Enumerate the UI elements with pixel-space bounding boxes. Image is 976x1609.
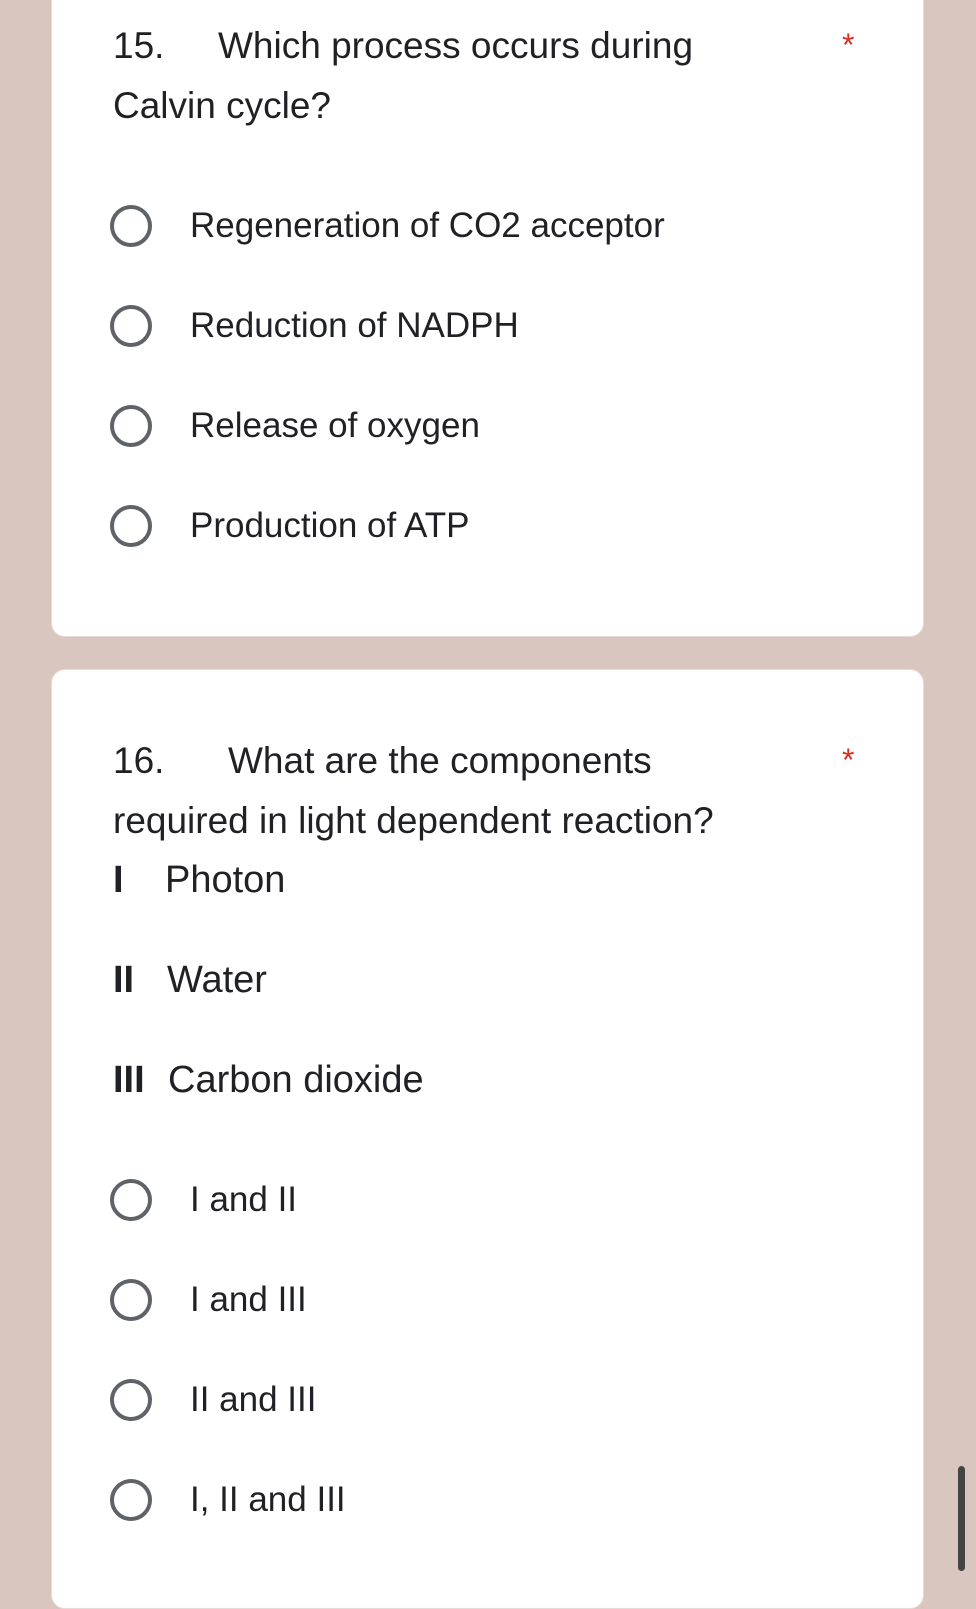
option-label: I, II and III xyxy=(190,1480,346,1519)
option-label: Release of oxygen xyxy=(190,406,480,445)
statement-text: Carbon dioxide xyxy=(168,1059,424,1101)
statement-water xyxy=(113,958,267,1002)
option-regeneration-co2-acceptor[interactable] xyxy=(110,199,870,253)
option-label: I and II xyxy=(190,1180,298,1219)
required-asterisk: * xyxy=(842,27,855,63)
option-label: I and III xyxy=(190,1280,307,1319)
option-reduction-nadph[interactable] xyxy=(110,299,870,353)
question-title-line2: required in light dependent reaction? xyxy=(113,800,714,841)
scrollbar-thumb[interactable] xyxy=(958,1466,965,1571)
question-number: 16. xyxy=(113,740,165,781)
option-label: Reduction of NADPH xyxy=(190,306,519,345)
required-asterisk: * xyxy=(842,742,855,778)
statement-numeral: III xyxy=(113,1059,145,1101)
statement-text: Water xyxy=(167,959,267,1001)
statement-text: Photon xyxy=(165,859,286,901)
radio-unchecked-icon[interactable] xyxy=(110,305,152,347)
option-label: II and III xyxy=(190,1380,317,1419)
question-card-15 xyxy=(51,0,924,637)
statement-numeral: I xyxy=(113,859,124,901)
question-title-line1: What are the components xyxy=(228,740,652,781)
radio-unchecked-icon[interactable] xyxy=(110,1279,152,1321)
question-title-line1: Which process occurs during xyxy=(218,25,694,66)
radio-unchecked-icon[interactable] xyxy=(110,1179,152,1221)
option-i-and-ii[interactable] xyxy=(110,1173,870,1227)
radio-unchecked-icon[interactable] xyxy=(110,1479,152,1521)
option-label: Production of ATP xyxy=(190,506,470,545)
option-i-and-iii[interactable] xyxy=(110,1273,870,1327)
option-production-atp[interactable] xyxy=(110,499,870,553)
question-card-16 xyxy=(51,669,924,1609)
statement-carbon-dioxide xyxy=(113,1058,424,1102)
statement-numeral: II xyxy=(113,959,135,1001)
question-title-line2: Calvin cycle? xyxy=(113,85,331,126)
radio-unchecked-icon[interactable] xyxy=(110,205,152,247)
radio-unchecked-icon[interactable] xyxy=(110,1379,152,1421)
radio-unchecked-icon[interactable] xyxy=(110,505,152,547)
option-label: Regeneration of CO2 acceptor xyxy=(190,206,665,245)
statement-photon xyxy=(113,858,285,902)
option-release-oxygen[interactable] xyxy=(110,399,870,453)
option-i-ii-and-iii[interactable] xyxy=(110,1473,870,1527)
option-ii-and-iii[interactable] xyxy=(110,1373,870,1427)
question-number: 15. xyxy=(113,25,165,66)
radio-unchecked-icon[interactable] xyxy=(110,405,152,447)
